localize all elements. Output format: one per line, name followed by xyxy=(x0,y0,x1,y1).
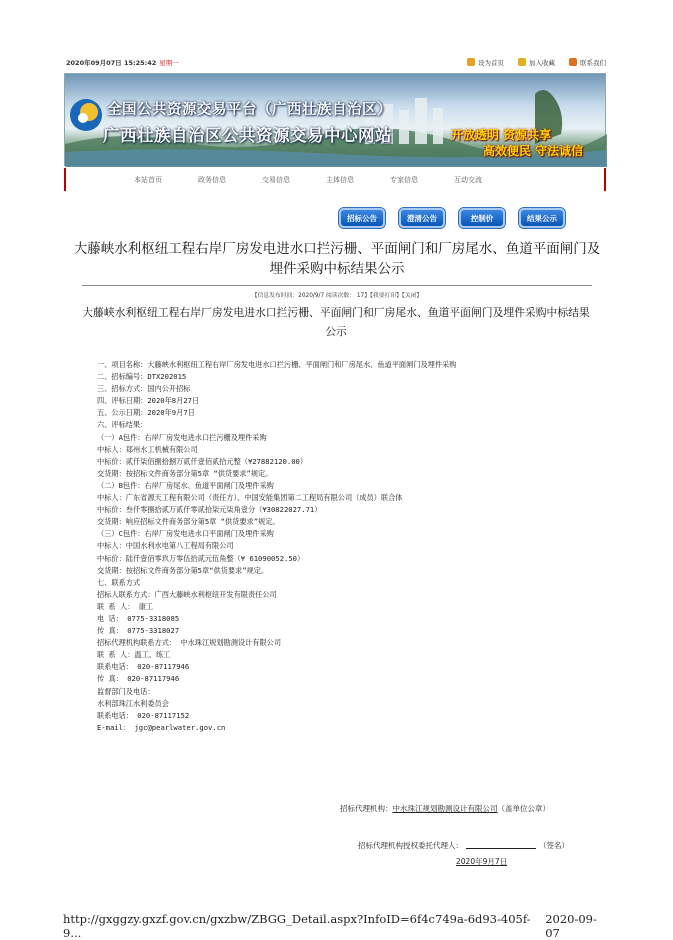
sign-line: 招标代理机构授权委托代理人： （签名） xyxy=(358,841,569,850)
signature-blank xyxy=(466,848,536,849)
banner-slogan2: 高效便民 守法诚信 xyxy=(483,144,584,158)
content-line: 传 真： 020-87117946 xyxy=(97,674,180,684)
sign-date: 2020年9月7日 xyxy=(456,857,508,866)
content-line: 中标价：陆仟壹佰零玖万零伍拾贰元伍角整（¥ 61090052.50） xyxy=(97,553,305,563)
content-line: （二）B包件：右岸厂房尾水、鱼道平面闸门及埋件采购 xyxy=(97,480,274,490)
content-line: 一、项目名称：大藤峡水利枢纽工程右岸厂房发电进水口拦污栅、平面闸门和厂房尾水、鱼道平面闸门及埋件采购 xyxy=(97,360,457,369)
content-line: 传 真： 0775-3318027 xyxy=(97,626,180,636)
contact-icon xyxy=(569,58,577,66)
content-line: 三、招标方式：国内公开招标 xyxy=(97,384,191,394)
content-line: 中标价：叁仟零捌拾贰万贰仟零贰拾柒元柒角壹分（¥30822027.71） xyxy=(97,505,322,515)
datetime: 2020年09月07日 15:25:42 星期一 xyxy=(66,58,179,67)
content-line: 五、公示日期：2020年9月7日 xyxy=(97,408,195,418)
content-line: 水利部珠江水利委员会 xyxy=(97,698,169,708)
content-line: 招标代理机构联系方式： 中水珠江规划勘测设计有限公司 xyxy=(97,638,282,648)
banner-title-line2: 广西壮族自治区公共资源交易中心网站 xyxy=(103,126,392,145)
home-icon xyxy=(467,58,475,66)
content-line: 交货期：响应招标文件商务部分第5章 “供货要求”规定。 xyxy=(97,517,280,527)
agent-line: 招标代理机构：中水珠江规划勘测设计有限公司（盖单位公章） xyxy=(340,804,550,813)
main-nav xyxy=(64,168,606,191)
content-line: 中标人：中国水利水电第八工程局有限公司 xyxy=(97,541,234,551)
print-date: 2020-09-07 xyxy=(545,912,597,940)
content-line: （三）C包件：右岸厂房发电进水口平面闸门及埋件采购 xyxy=(97,529,274,539)
content-line: 二、招标编号：DTX202015 xyxy=(97,372,187,382)
content-line: 六、评标结果： xyxy=(97,420,148,430)
banner-slogan1: 开放透明 资源共享 xyxy=(451,128,552,142)
nav-interaction[interactable]: 互动交流 xyxy=(454,175,482,184)
nav-expert-info[interactable]: 专家信息 xyxy=(390,175,418,184)
content-line: 联系电话： 020-87117946 xyxy=(97,662,190,672)
content-line: 交货期：按招标文件商务部分第5章 “供货要求”规定。 xyxy=(97,468,273,478)
nav-home[interactable]: 本站首页 xyxy=(134,175,162,184)
control-price-button[interactable]: 控制价 xyxy=(459,208,505,228)
divider xyxy=(82,285,592,286)
page-url: http://gxggzy.gxzf.gov.cn/gxzbw/ZBGG_Detail.aspx?InfoID=6f4c749a-6d93-405f-9... xyxy=(63,912,531,940)
publish-meta: 【信息发布时间：2020/9/7 阅读次数： 17】【我要打印】【关闭】 xyxy=(251,293,423,299)
content-line: E-mail： jgc@pearlwater.gov.cn xyxy=(97,722,226,732)
add-favorite-link[interactable]: 加入收藏 xyxy=(518,58,555,67)
result-notice-button[interactable]: 结果公示 xyxy=(519,208,565,228)
weekday: 星期一 xyxy=(159,58,179,67)
content-line: 监督部门及电话： xyxy=(97,686,155,696)
content-line: 联 系 人： 康工 xyxy=(97,601,154,611)
nav-government-info[interactable]: 政务信息 xyxy=(198,175,226,184)
agent-name: 中水珠江规划勘测设计有限公司 xyxy=(392,804,498,813)
notice-tabs xyxy=(339,208,565,228)
print-footer xyxy=(63,912,611,940)
clarification-notice-button[interactable]: 澄清公告 xyxy=(399,208,445,228)
content-line: 中标人：郑州水工机械有限公司 xyxy=(97,444,198,454)
content-line: 中标价：贰仟柒佰捌拾捌万贰仟壹佰贰拾元整（¥27882120.00） xyxy=(97,456,308,466)
article-title: 大藤峡水利枢纽工程右岸厂房发电进水口拦污栅、平面闸门和厂房尾水、鱼道平面闸门及埋件采购中标结果公示 xyxy=(82,306,590,338)
content-line: （一）A包件：右岸厂房发电进水口拦污栅及埋件采购 xyxy=(97,432,267,442)
favorite-icon xyxy=(518,58,526,66)
content-line: 招标人联系方式：广西大藤峡水利枢纽开发有限责任公司 xyxy=(97,589,277,599)
nav-entity-info[interactable]: 主体信息 xyxy=(326,175,354,184)
content-line: 七、联系方式 xyxy=(97,577,141,587)
site-banner xyxy=(64,73,606,166)
content-line: 四、评标日期：2020年8月27日 xyxy=(97,396,200,406)
content-line: 中标人：广东省源天工程有限公司（责任方）、中国安能集团第二工程局有限公司（成员）联合体 xyxy=(97,493,403,503)
set-homepage-link[interactable]: 设为首页 xyxy=(467,58,504,67)
nav-trade-info[interactable]: 交易信息 xyxy=(262,175,290,184)
top-links xyxy=(467,58,606,67)
banner-title-line1: 全国公共资源交易平台（广西壮族自治区） xyxy=(107,102,392,118)
article-body xyxy=(97,359,587,734)
page-title: 大藤峡水利枢纽工程右岸厂房发电进水口拦污栅、平面闸门和厂房尾水、鱼道平面闸门及埋件采购中标结果公示 xyxy=(73,241,601,277)
top-bar xyxy=(66,55,606,69)
contact-us-link[interactable]: 联系我们 xyxy=(569,58,606,67)
content-line: 联系电话： 020-87117152 xyxy=(97,710,190,720)
content-line: 联 系 人：温工、练工 xyxy=(97,650,171,660)
content-line: 交货期：按招标文件商务部分第5章“供货要求”规定。 xyxy=(97,565,269,575)
content-line: 电 话： 0775-3318085 xyxy=(97,613,180,623)
tender-notice-button[interactable]: 招标公告 xyxy=(339,208,385,228)
